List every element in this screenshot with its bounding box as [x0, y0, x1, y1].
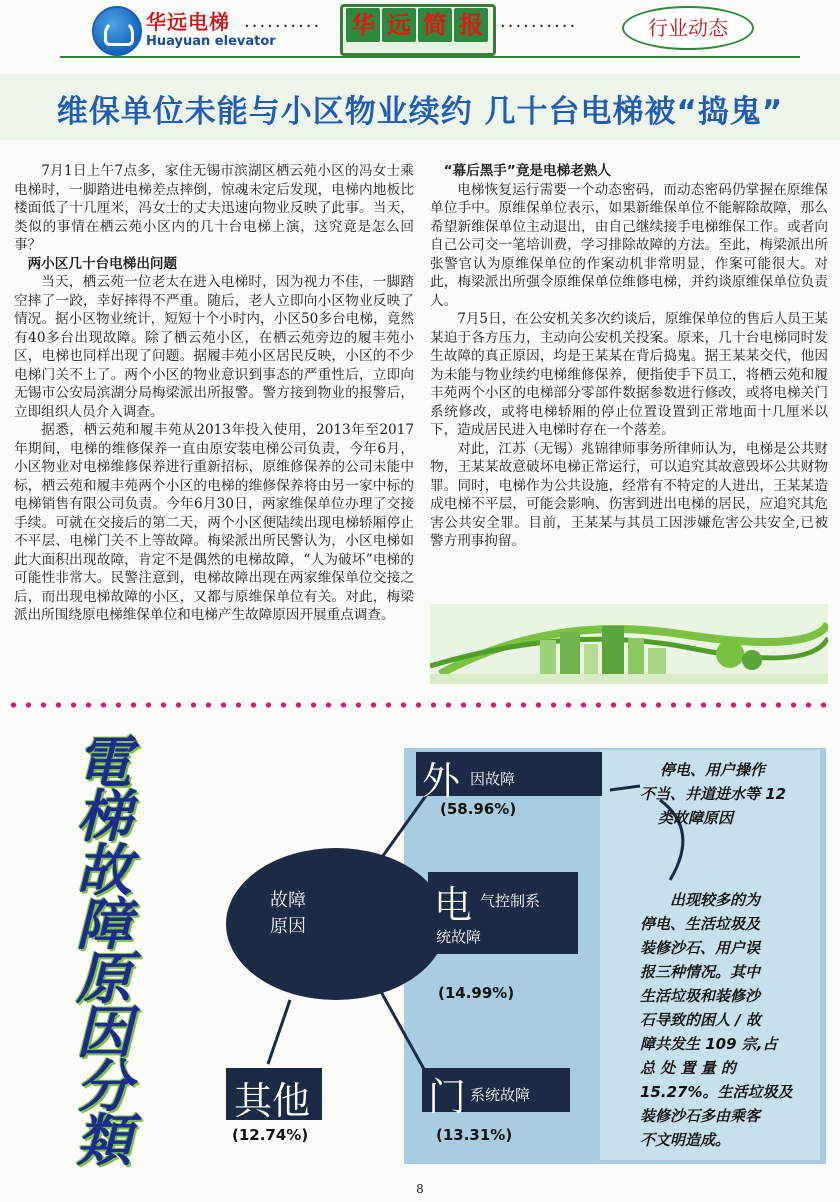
vertical-title-char: 梯	[76, 784, 132, 850]
note-line: 装修沙石多由乘客	[640, 1107, 761, 1125]
header-dots-right: ··········	[500, 16, 578, 37]
section-tag: 行业动态	[622, 6, 754, 50]
category-big-char: 其他	[234, 1079, 311, 1123]
category-other	[226, 1068, 322, 1123]
vertical-title-char: 電	[76, 730, 132, 796]
vertical-title-char: 因	[76, 1000, 132, 1066]
logo-chinese-name: 华远电梯	[146, 10, 230, 34]
subheading: “幕后黑手”竟是电梯老熟人	[443, 163, 611, 179]
note-line: 报三种情况。其中	[640, 963, 761, 981]
category-label: 因故障	[470, 770, 516, 788]
hub-label	[270, 888, 306, 940]
category-big-char: 门	[428, 1075, 467, 1119]
hub-label-line: 原因	[270, 916, 306, 937]
category-label: 系统故障	[470, 1086, 531, 1104]
paragraph: 据悉，栖云苑和履丰苑从2013年投入使用，2013年至2017年期间，电梯的维修保养一直由原安装电梯公司负责，今年6月，小区物业对电梯维修保养进行重新招标，原维修保养的公司未能中标，栖云苑和履丰苑两个小区的电梯的维修保养将由另一家中标的电梯销售有限公司负责。今年6月30日，两家维保单位办理了交接手续。可就在交接后的第二天，两个小区便陆续出现电梯轿厢停止不平层、电梯门关不上等故障。梅梁派出所民警认为，小区电梯如此大面积出现故障，肯定不是偶然的电梯故障，“人为破坏”电梯的可能性非常大。民警注意到，电梯故障出现在两家维保单位交接之后，而出现电梯故障的小区，又都与原维保单位有关。对此，梅梁派出所围绕原电梯维保单位和电梯产生故障原因开展重点调查。	[14, 422, 414, 623]
note-line: 类故障原因	[658, 809, 734, 827]
note-line: 生活垃圾和装修沙	[640, 987, 761, 1005]
category-door	[422, 1068, 570, 1119]
vertical-title-char: 原	[76, 946, 132, 1012]
vertical-title-char: 障	[76, 892, 132, 958]
subheading: 两小区几十台电梯出问题	[27, 255, 178, 272]
category-big-char: 电	[434, 883, 473, 927]
hub-circle	[226, 848, 446, 1000]
brand-char: 华	[346, 8, 380, 42]
brand-char: 远	[382, 8, 416, 42]
header-dots-left: ··········	[244, 16, 322, 37]
note-line: 不当、井道进水等 12	[640, 785, 787, 803]
detail-note	[640, 888, 824, 1152]
note-line: 石导致的困人 / 故	[640, 1011, 761, 1029]
vertical-title-char: 類	[76, 1108, 132, 1174]
category-label: 统故障	[436, 928, 482, 946]
category-percent: (14.99%)	[438, 984, 515, 1002]
brand-char: 报	[454, 8, 488, 42]
category-percent: (58.96%)	[440, 800, 517, 818]
note-line: 15.27%。生活垃圾及	[640, 1083, 793, 1101]
note-line: 出现较多的为	[670, 891, 761, 909]
category-big-char: 外	[422, 759, 461, 803]
page-number: 8	[416, 1182, 424, 1196]
category-percent: (12.74%)	[232, 1126, 309, 1144]
category-electrical	[428, 872, 578, 954]
category-percent: (13.31%)	[436, 1126, 513, 1144]
paragraph: 对此，江苏（无锡）兆锦律师事务所律师认为，电梯是公共财物，王某某故意破坏电梯正常运行，可以追究其故意毁坏公共财物罪。同时，电梯作为公共设施，经常有不特定的人进出，王某某造成电梯不平层，可能会影响、伤害到进出电梯的居民，应追究其危害公共安全罪。目前，王某某与其员工因涉嫌危害公共安全,已被警方刑事拘留。	[430, 440, 828, 549]
hub-label-line: 故障	[270, 890, 306, 911]
vertical-title-char: 故	[76, 838, 132, 904]
paragraph: 当天，栖云苑一位老太在进入电梯时，因为视力不佳，一脚踏空摔了一跤，幸好摔得不严重。随后，老人立即向小区物业反映了情况。据小区物业统计，短短十个小时内，小区50多台电梯，竟然有40多台出现故障。除了栖云苑小区，在栖云苑旁边的履丰苑小区，电梯也同样出现了问题。据履丰苑小区居民反映，小区的不少电梯门关不上了。两个小区的物业意识到事态的严重性后，立即向无锡市公安局滨湖分局梅梁派出所报警。警方接到物业的报警后，立即组织人员介入调查。	[14, 274, 414, 420]
brand-char: 简	[418, 8, 452, 42]
category-label: 气控制系	[480, 892, 541, 910]
note-line: 停电、用户操作	[660, 761, 766, 779]
external-note	[640, 758, 820, 830]
article-title: 维保单位未能与小区物业续约 几十台电梯被“捣鬼”	[56, 94, 784, 130]
paragraph: 7月5日，在公安机关多次约谈后，原维保单位的售后人员王某某迫于各方压力，主动向公安机关投案。原来，几十台电梯同时发生故障的真正原因，均是王某某在背后捣鬼。据王某某交代，他因为未能与物业续约电梯维修保养，便指使手下员工，将栖云苑和履丰苑两个小区的电梯部分零部件数据参数进行修改，或将电梯关门系统修改，或将电梯轿厢的停止位置设置到正常地面十几厘米以下，造成居民进入电梯时存在一个落差。	[430, 311, 828, 438]
vertical-title-char: 分	[76, 1054, 132, 1120]
paragraph: 7月1日上午7点多，家住无锡市滨湖区栖云苑小区的冯女士乘电梯时，一脚踏进电梯差点摔倒，惊魂未定后发现，电梯内地板比楼面低了十几厘米，冯女士的丈夫迅速向物业反映了此事。当天，类似的事情在栖云苑小区内的几十台电梯上演，这究竟是怎么回事？	[14, 163, 414, 253]
logo-english-name: Huayuan elevator	[146, 34, 276, 49]
note-line: 装修沙石、用户误	[640, 939, 761, 957]
paragraph: 电梯恢复运行需要一个动态密码，而动态密码仍掌握在原维保单位手中。原维保单位表示，如果新维保单位不能解除故障，那么希望新维保单位主动退出，由自己继续接手电梯维保工作。或者向自己公司交一笔培训费，学习排除故障的方法。至此，梅梁派出所张警官认为原维保单位的作案动机非常明显，作案可能很大。对此，梅梁派出所强令原维保单位维修电梯，并约谈原维保单位负责人。	[430, 181, 828, 309]
note-line: 停电、生活垃圾及	[640, 915, 761, 933]
category-external	[416, 752, 602, 803]
note-line: 障共发生 109 宗,占	[640, 1035, 778, 1053]
note-line: 总 处 置 量 的	[640, 1059, 736, 1077]
note-line: 不文明造成。	[640, 1131, 731, 1149]
